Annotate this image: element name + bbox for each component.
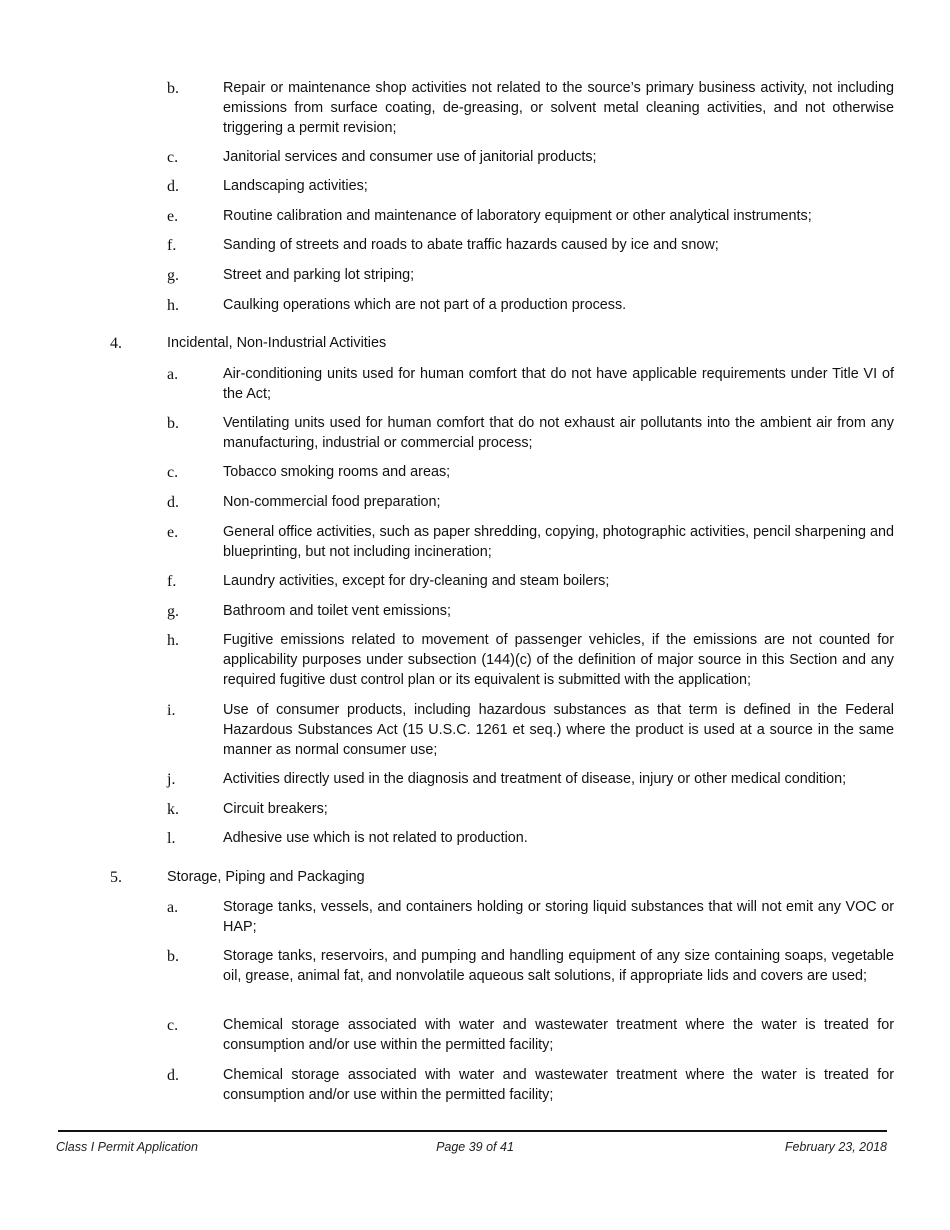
item-text: Circuit breakers; [223, 801, 328, 817]
item-text: Janitorial services and consumer use of janitorial products; [223, 149, 597, 165]
item-label: d. [167, 1067, 179, 1084]
item-label: d. [167, 494, 179, 511]
item-text: Storage tanks, reservoirs, and pumping and handling equipment of any size containing soaps, vegetable oil, grease, animal fat, and nonvolatile aqueous salt solutions, if appropriate lids and covers are used; [223, 948, 894, 984]
item-text: Ventilating units used for human comfort that do not exhaust air pollutants into the ambient air from any manufacturing, industrial or commercial process; [223, 415, 894, 451]
item-label: h. [167, 297, 179, 314]
footer-page-number: Page 39 of 41 [436, 1140, 514, 1154]
item-text: Bathroom and toilet vent emissions; [223, 603, 451, 619]
item-text: Landscaping activities; [223, 178, 368, 194]
footer-divider [58, 1130, 887, 1132]
item-label: j. [167, 771, 176, 788]
item-label: l. [167, 830, 176, 847]
item-text: Repair or maintenance shop activities not related to the source’s primary business activity, not including emissions from surface coating, de-greasing, or solvent metal cleaning activities, and not otherwise triggering a permit revision; [223, 80, 894, 136]
item-label: b. [167, 415, 179, 432]
item-label: b. [167, 948, 179, 965]
item-text: Chemical storage associated with water and wastewater treatment where the water is treated for consumption and/or use within the permitted facility; [223, 1067, 894, 1103]
item-text: Chemical storage associated with water and wastewater treatment where the water is treated for consumption and/or use within the permitted facility; [223, 1017, 894, 1053]
item-label: k. [167, 801, 179, 818]
item-label: i. [167, 702, 176, 719]
item-label: e. [167, 208, 179, 225]
item-label: a. [167, 899, 179, 916]
item-text: Laundry activities, except for dry-cleaning and steam boilers; [223, 573, 610, 589]
item-text: General office activities, such as paper shredding, copying, photographic activities, pencil sharpening and blueprinting, but not including incineration; [223, 524, 894, 560]
footer-document-title: Class I Permit Application [56, 1140, 198, 1154]
item-label: d. [167, 178, 179, 195]
item-label: c. [167, 149, 179, 166]
item-text: Caulking operations which are not part of a production process. [223, 297, 627, 313]
item-label: a. [167, 366, 179, 383]
section-number: 5. [110, 869, 122, 886]
item-label: b. [167, 80, 179, 97]
item-label: g. [167, 603, 179, 620]
footer-date: February 23, 2018 [784, 1140, 887, 1154]
section-title: Storage, Piping and Packaging [167, 869, 365, 885]
section-number: 4. [110, 335, 122, 352]
item-label: f. [167, 573, 177, 590]
item-text: Use of consumer products, including hazardous substances as that term is defined in the Federal Hazardous Substances Act (15 U.S.C. 1261 et seq.) where the product is used at a source in the same manner as normal consumer use; [223, 702, 894, 758]
item-label: f. [167, 237, 177, 254]
item-label: h. [167, 632, 179, 649]
item-text: Activities directly used in the diagnosis and treatment of disease, injury or other medical condition; [223, 771, 847, 787]
item-text: Air-conditioning units used for human comfort that do not have applicable requirements under Title VI of the Act; [223, 366, 894, 402]
section-title: Incidental, Non-Industrial Activities [167, 335, 387, 351]
item-text: Tobacco smoking rooms and areas; [223, 464, 451, 480]
item-text: Non-commercial food preparation; [223, 494, 441, 510]
item-text: Sanding of streets and roads to abate traffic hazards caused by ice and snow; [223, 237, 719, 253]
item-label: c. [167, 1017, 179, 1034]
item-text: Fugitive emissions related to movement of passenger vehicles, if the emissions are not counted for applicability purposes under subsection (144)(c) of the definition of major source in this Section and any required fugitive dust control plan or its equivalent is submitted with the application; [223, 632, 894, 688]
item-label: g. [167, 267, 179, 284]
item-text: Storage tanks, vessels, and containers holding or storing liquid substances that will not emit any VOC or HAP; [223, 899, 894, 935]
item-text: Adhesive use which is not related to production. [223, 830, 528, 846]
item-label: e. [167, 524, 179, 541]
item-text: Street and parking lot striping; [223, 267, 415, 283]
item-text: Routine calibration and maintenance of laboratory equipment or other analytical instruments; [223, 208, 812, 224]
item-label: c. [167, 464, 179, 481]
